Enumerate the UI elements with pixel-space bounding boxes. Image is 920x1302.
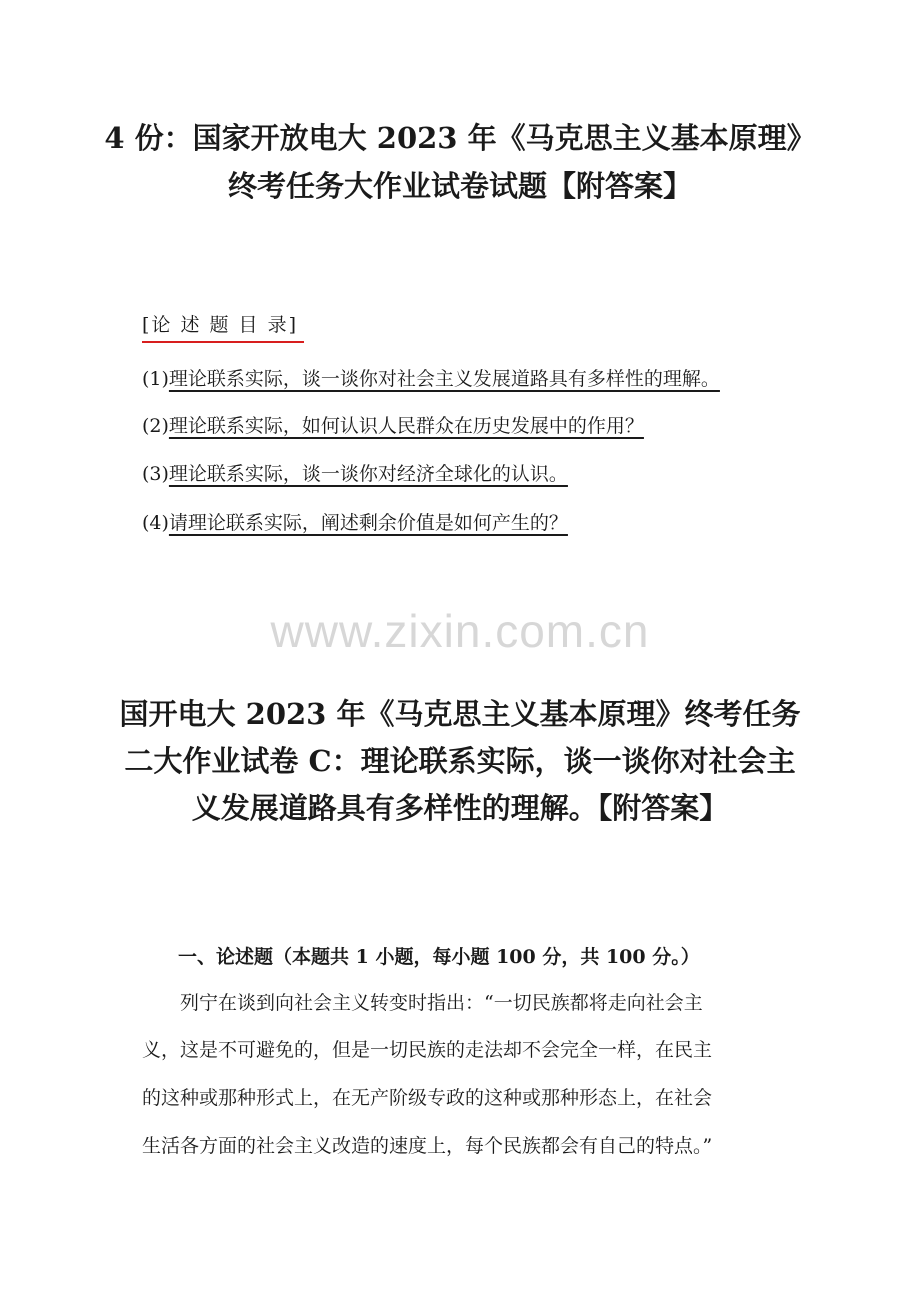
- toc-heading: [142, 310, 298, 337]
- section-title-line-1: 国开电大 2023 年《马克思主义基本原理》终考任务: [119, 697, 801, 731]
- toc-item-2[interactable]: [142, 413, 644, 439]
- toc-item-number: (2): [142, 415, 169, 437]
- toc-item-number: (4): [142, 512, 169, 534]
- toc-item-1[interactable]: [142, 366, 720, 392]
- toc-heading-red-underline: [142, 341, 304, 343]
- watermark: www.zixin.com.cn: [270, 605, 650, 657]
- section-title-line-3: 义发展道路具有多样性的理解。【附答案】: [191, 791, 729, 825]
- toc-item-number: (1): [142, 368, 169, 390]
- paragraph-line: 义，这是不可避免的，但是一切民族的走法却不会完全一样，在民主: [142, 1039, 713, 1061]
- toc-heading-text: [论 述 题 目 录]: [142, 314, 298, 336]
- paragraph-line: 生活各方面的社会主义改造的速度上，每个民族都会有自己的特点。”: [142, 1135, 713, 1157]
- toc-item-link[interactable]: 请理论联系实际，阐述剩余价值是如何产生的？: [168, 512, 568, 534]
- toc-item-link[interactable]: 理论联系实际，如何认识人民群众在历史发展中的作用？: [168, 415, 644, 437]
- paragraph-line: 的这种或那种形式上，在无产阶级专政的这种或那种形态上，在社会: [142, 1087, 713, 1109]
- toc-item-4[interactable]: [142, 510, 568, 536]
- toc-item-3[interactable]: [142, 461, 568, 487]
- main-title-line-2: 终考任务大作业试卷试题【附答案】: [227, 169, 692, 203]
- toc-item-number: (3): [142, 463, 169, 485]
- toc-item-link[interactable]: 理论联系实际，谈一谈你对社会主义发展道路具有多样性的理解。: [168, 368, 720, 390]
- section-title-line-2: 二大作业试卷 C：理论联系实际，谈一谈你对社会主: [124, 744, 796, 778]
- toc-item-link[interactable]: 理论联系实际，谈一谈你对经济全球化的认识。: [168, 463, 568, 485]
- paragraph-line: 列宁在谈到向社会主义转变时指出：“一切民族都将走向社会主: [180, 992, 703, 1014]
- main-title-line-1: 4 份：国家开放电大 2023 年《马克思主义基本原理》: [104, 121, 816, 155]
- question-heading: 一、论述题（本题共 1 小题，每小题 100 分，共 100 分。）: [178, 946, 700, 968]
